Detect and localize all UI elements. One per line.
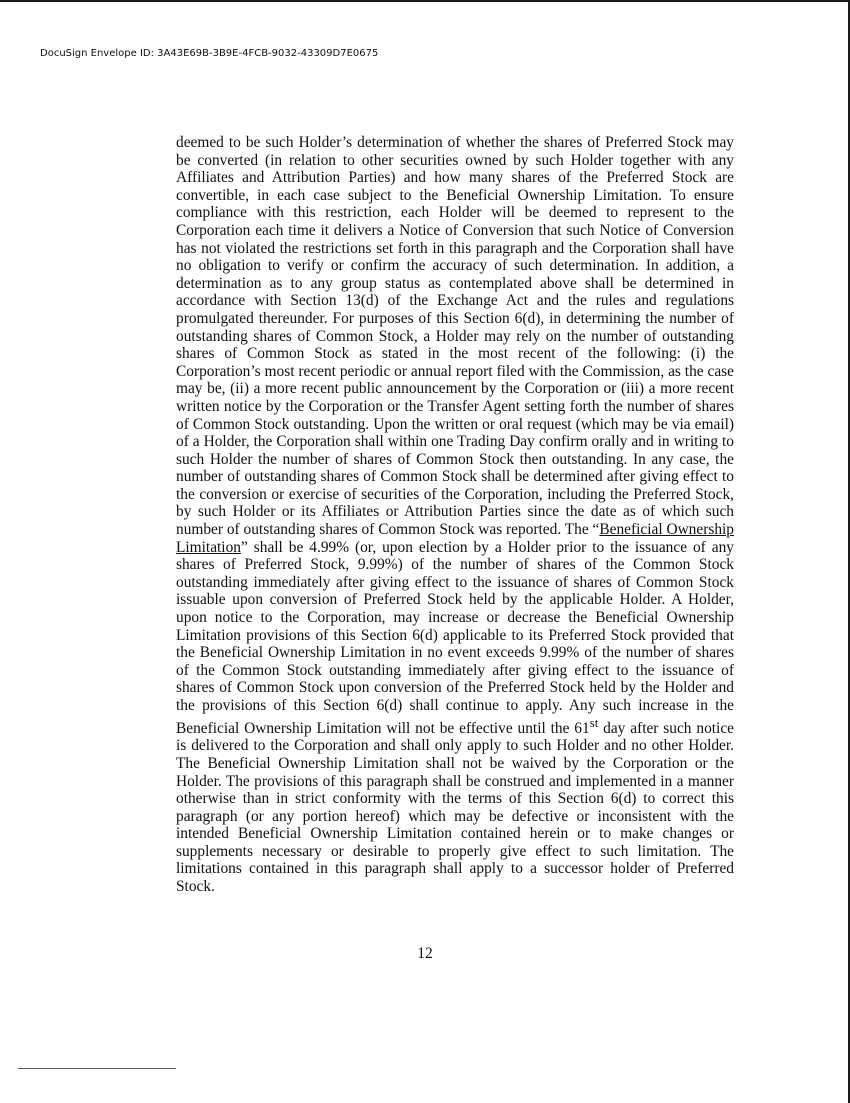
footer-divider xyxy=(18,1068,176,1069)
body-paragraph xyxy=(176,134,734,896)
paragraph-text-part-1: deemed to be such Holder’s determination of whether the shares of Preferred Stock may be converted (in relation to other securities owned by such Holder together with any Affiliates and Attribution Parties) and how many shares of the Preferred Stock are convertible, in each case subject to the Beneficial Ownership Limitation. To ensure compliance with this restriction, each Holder will be deemed to represent to the Corporation each time it delivers a Notice of Conversion that such Notice of Conversion has not violated the restrictions set forth in this paragraph and the Corporation shall have no obligation to verify or confirm the accuracy of such determination. In addition, a determination as to any group status as contemplated above shall be determined in accordance with Section 13(d) of the Exchange Act and the rules and regulations promulgated thereunder. For purposes of this Section 6(d), in determining the number of outstanding shares of Common Stock, a Holder may rely on the number of outstanding shares of Common Stock as stated in the most recent of the following: (i) the Corporation’s most recent periodic or annual report filed with the Commission, as the case may be, (ii) a more recent public announcement by the Corporation or (iii) a more recent written notice by the Corporation or the Transfer Agent setting forth the number of shares of Common Stock outstanding. Upon the written or oral request (which may be via email) of a Holder, the Corporation shall within one Trading Day confirm orally and in writing to such Holder the number of shares of Common Stock then outstanding. In any case, the number of outstanding shares of Common Stock shall be determined after giving effect to the conversion or exercise of securities of the Corporation, including the Preferred Stock, by such Holder or its Affiliates or Attribution Parties since the date as of which such number of outstanding shares of Common Stock was reported. The “ xyxy=(176,134,734,539)
defined-term-beneficial-ownership-limitation: Beneficial Ownership Limitation xyxy=(176,521,734,556)
ordinal-superscript: st xyxy=(589,715,599,730)
page-number: 12 xyxy=(417,945,433,962)
paragraph-text-part-3: day after such notice is delivered to the Corporation and shall only apply to such Holder and no other Holder. The Beneficial Ownership Limitation shall not be waived by the Corporation or the Holder. The provisions of this paragraph shall be construed and implemented in a manner otherwise than in strict conformity with the terms of this Section 6(d) to correct this paragraph (or any portion hereof) which may be defective or inconsistent with the intended Beneficial Ownership Limitation contained herein or to make changes or supplements necessary or desirable to properly give effect to such limitation. The limitations contained in this paragraph shall apply to a successor holder of Preferred Stock. xyxy=(176,719,734,896)
paragraph-text-part-2: ” shall be 4.99% (or, upon election by a Holder prior to the issuance of any shares of Preferred Stock, 9.99%) of the number of shares of the Common Stock outstanding immediately after giving effect to the issuance of shares of Common Stock issuable upon conversion of Preferred Stock held by the applicable Holder. A Holder, upon notice to the Corporation, may increase or decrease the Beneficial Ownership Limitation provisions of this Section 6(d) applicable to its Preferred Stock provided that the Beneficial Ownership Limitation in no event exceeds 9.99% of the number of shares of the Common Stock outstanding immediately after giving effect to the issuance of shares of Common Stock upon conversion of the Preferred Stock held by the Holder and the provisions of this Section 6(d) shall continue to apply. Any such increase in the Beneficial Ownership Limitation will not be effective until the 61 xyxy=(176,538,734,737)
docusign-envelope-id: DocuSign Envelope ID: 3A43E69B-3B9E-4FCB-9032-43309D7E0675 xyxy=(40,48,379,59)
